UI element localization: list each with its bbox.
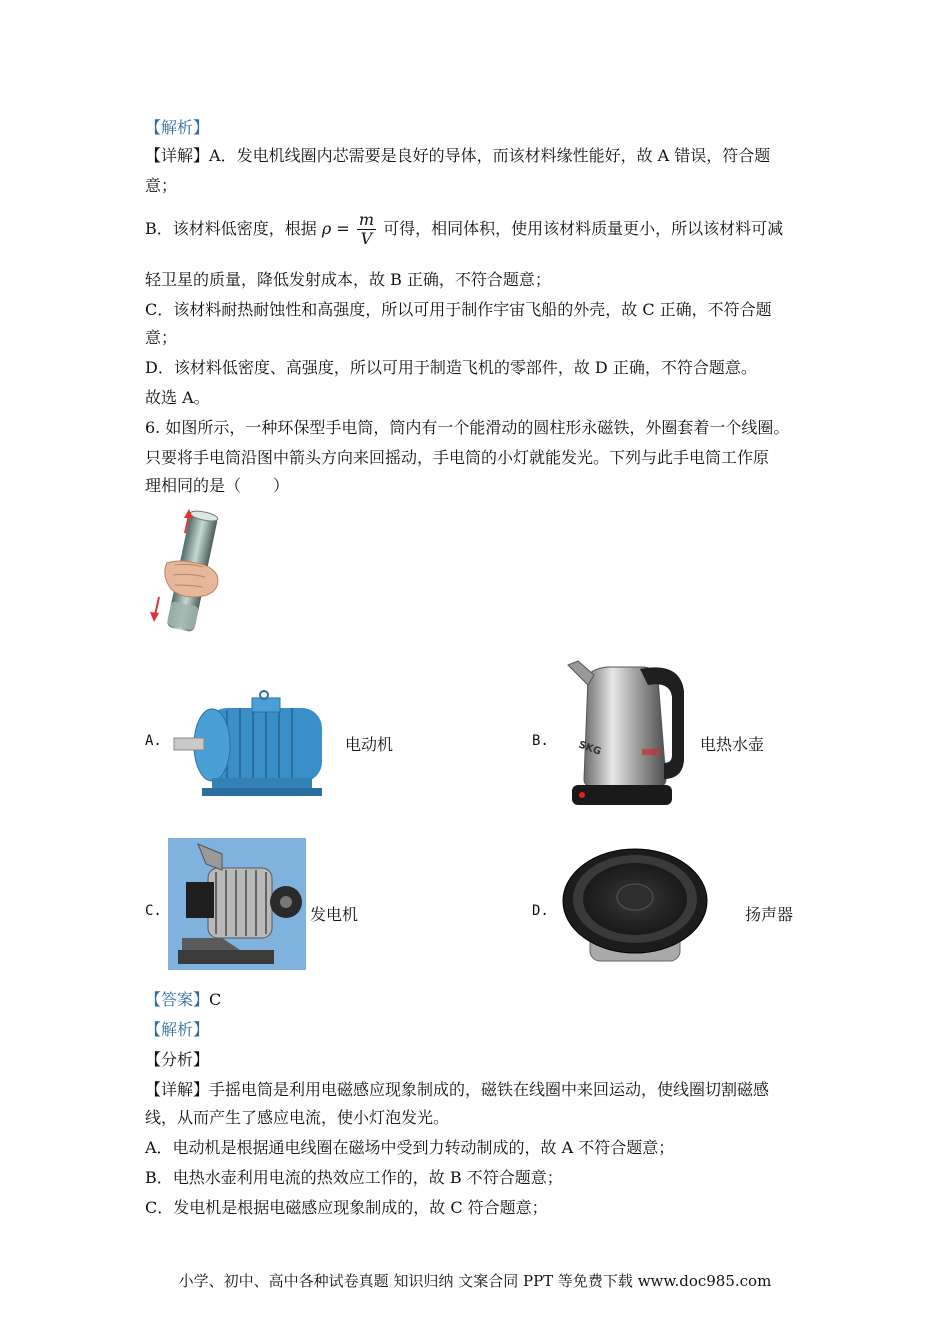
detail-option-a: A．电动机是根据通电线圈在磁场中受到力转动制成的，故 A 不符合题意； xyxy=(145,1138,675,1157)
flashlight-image xyxy=(145,505,240,640)
option-c-line: C．该材料耐热耐蚀性和高强度，所以可用于制作宇宙飞船的外壳，故 C 正确，不符合题 xyxy=(145,300,772,319)
kettle-brand: SKG xyxy=(576,739,603,758)
option-d-caption: 扬声器 xyxy=(745,905,794,924)
analysis-tag-2: 【解析】 xyxy=(145,1020,210,1039)
option-b-letter: B. xyxy=(532,733,549,749)
analysis-tag: 【解析】 xyxy=(145,118,210,137)
generator-image xyxy=(168,838,306,970)
detail-tag: 【详解】 xyxy=(145,146,210,165)
option-a-caption: 电动机 xyxy=(345,735,394,754)
detail-option-c: C．发电机是根据电磁感应现象制成的，故 C 符合题意； xyxy=(145,1198,548,1217)
question-6-line-3: 理相同的是（ ） xyxy=(145,476,290,495)
option-a-letter: A. xyxy=(145,733,162,749)
question-6-line-2: 只要将手电筒沿图中箭头方向来回摇动，手电筒的小灯就能发光。下列与此手电筒工作原 xyxy=(145,448,770,467)
equals-sign: = xyxy=(336,219,350,238)
option-d-letter: D. xyxy=(532,903,549,919)
rho-symbol: ρ xyxy=(321,219,332,238)
option-c-cont: 意； xyxy=(145,328,178,347)
kettle-spout xyxy=(568,661,594,685)
answer-value: C xyxy=(209,990,222,1009)
density-formula: $\frac{m}{V}$ xyxy=(358,210,375,248)
electric-kettle-image xyxy=(560,655,695,815)
option-c-caption: 发电机 xyxy=(310,905,359,924)
option-b-caption: 电热水壶 xyxy=(700,735,765,754)
option-d-line: D．该材料低密度、高强度，所以可用于制造飞机的零部件，故 D 正确，不符合题意。 xyxy=(145,358,757,377)
detail-option-b: B．电热水壶利用电流的热效应工作的，故 B 不符合题意； xyxy=(145,1168,563,1187)
motor-shaft xyxy=(174,738,204,750)
speaker-dust-cap xyxy=(617,884,653,910)
kettle-base xyxy=(572,785,672,805)
answer-tag: 【答案】 xyxy=(145,990,210,1009)
detail-paragraph-2: 【详解】手摇电筒是利用电磁感应现象制成的，磁铁在线圈中来回运动，使线圈切割磁感 xyxy=(145,1080,770,1099)
choose-line: 故选 A。 xyxy=(145,388,210,407)
loudspeaker-image xyxy=(560,845,710,970)
detail-paragraph-1: 【详解】A．发电机线圈内芯需要是良好的导体，而该材料缘性能好，故 A 错误，符合题 xyxy=(145,146,771,165)
option-b-density-line: B．该材料低密度，根据 ρ = $\frac{m}{V}$ 可得，相同体积，使用该材料质量更小，所以该材料可减 xyxy=(145,210,784,248)
generator-connector xyxy=(186,882,214,918)
detail-paragraph-1-cont: 意； xyxy=(145,176,178,195)
option-b-cont: 轻卫星的质量，降低发射成本，故 B 正确，不符合题意； xyxy=(145,270,551,289)
detail-paragraph-2-cont: 线，从而产生了感应电流，使小灯泡发光。 xyxy=(145,1108,450,1127)
hand-shape xyxy=(165,561,218,597)
answer-line xyxy=(145,990,221,1010)
electric-motor-image xyxy=(172,690,342,798)
arrow-down-icon xyxy=(150,597,159,622)
fenxi-tag: 【分析】 xyxy=(145,1050,210,1069)
kettle-body xyxy=(584,667,666,787)
page-footer: 小学、初中、高中各种试卷真题 知识归纳 文案合同 PPT 等免费下载 www.doc985.com xyxy=(178,1272,772,1290)
option-c-letter: C. xyxy=(145,903,162,919)
detail-tag-2: 【详解】 xyxy=(145,1080,210,1099)
question-6-line-1: 6. 如图所示，一种环保型手电筒，筒内有一个能滑动的圆柱形永磁铁，外圈套着一个线圈。 xyxy=(145,418,790,437)
